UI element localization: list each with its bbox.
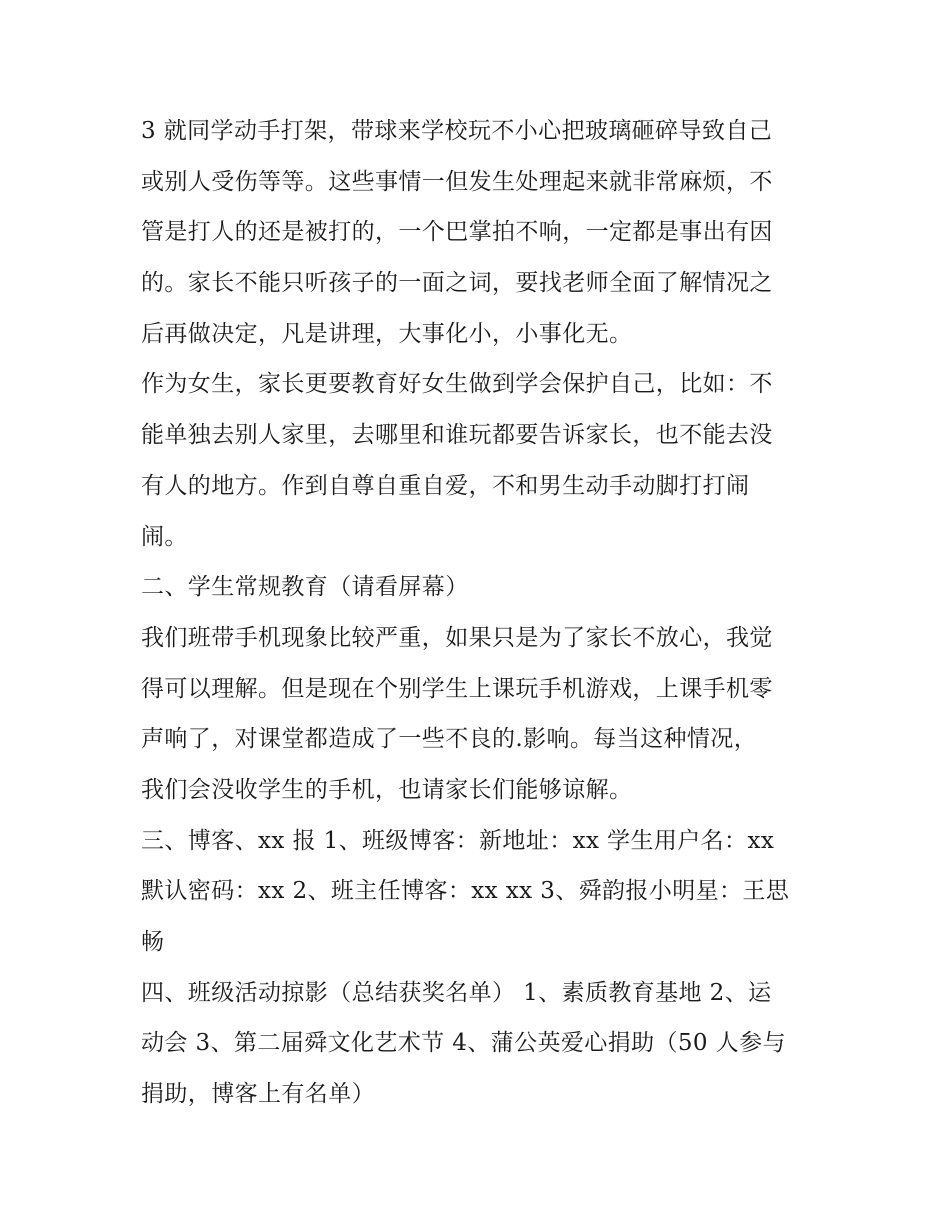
text-line: 的。家长不能只听孩子的一面之词，要找老师全面了解情况之 — [141, 270, 773, 297]
text-line: 畅 — [141, 929, 165, 955]
text-line: 管是打人的还是被打的，一个巴掌拍不响，一定都是事出有因 — [141, 219, 773, 246]
text-line: 默认密码：xx 2、班主任博客：xx xx 3、舜韵报小明星：王思 — [141, 878, 790, 905]
text-line: 捐助，博客上有名单） — [141, 1081, 375, 1108]
text-line: 有人的地方。作到自尊自重自爱，不和男生动手动脚打打闹 — [141, 472, 750, 499]
text-line: 我们班带手机现象比较严重，如果只是为了家长不放心，我觉 — [141, 624, 773, 651]
text-line: 后再做决定，凡是讲理，大事化小，小事化无。 — [141, 320, 633, 347]
text-line: 得可以理解。但是现在个别学生上课玩手机游戏，上课手机零 — [141, 675, 773, 702]
document-body — [141, 106, 816, 1120]
section-heading: 四、班级活动掠影（总结获奖名单） 1、素质教育基地 2、运 — [141, 979, 772, 1006]
section-heading: 三、博客、xx 报 1、班级博客：新地址：xx 学生用户名：xx — [141, 827, 775, 854]
text-line: 或别人受伤等等。这些事情一但发生处理起来就非常麻烦，不 — [141, 168, 773, 195]
section-heading: 二、学生常规教育（请看屏幕） — [141, 574, 469, 601]
text-line: 作为女生，家长更要教育好女生做到学会保护自己，比如：不 — [141, 371, 773, 398]
text-line: 闹。 — [141, 523, 188, 550]
text-line: 我们会没收学生的手机，也请家长们能够谅解。 — [141, 776, 633, 803]
text-line: 3 就同学动手打架，带球来学校玩不小心把玻璃砸碎导致自己 — [141, 118, 773, 144]
text-line: 声响了，对课堂都造成了一些不良的.影响。每当这种情况， — [141, 726, 758, 753]
text-line: 能单独去别人家里，去哪里和谁玩都要告诉家长，也不能去没 — [141, 422, 773, 449]
text-line: 动会 3、第二届舜文化艺术节 4、蒲公英爱心捐助（50 人参与 — [141, 1030, 786, 1057]
